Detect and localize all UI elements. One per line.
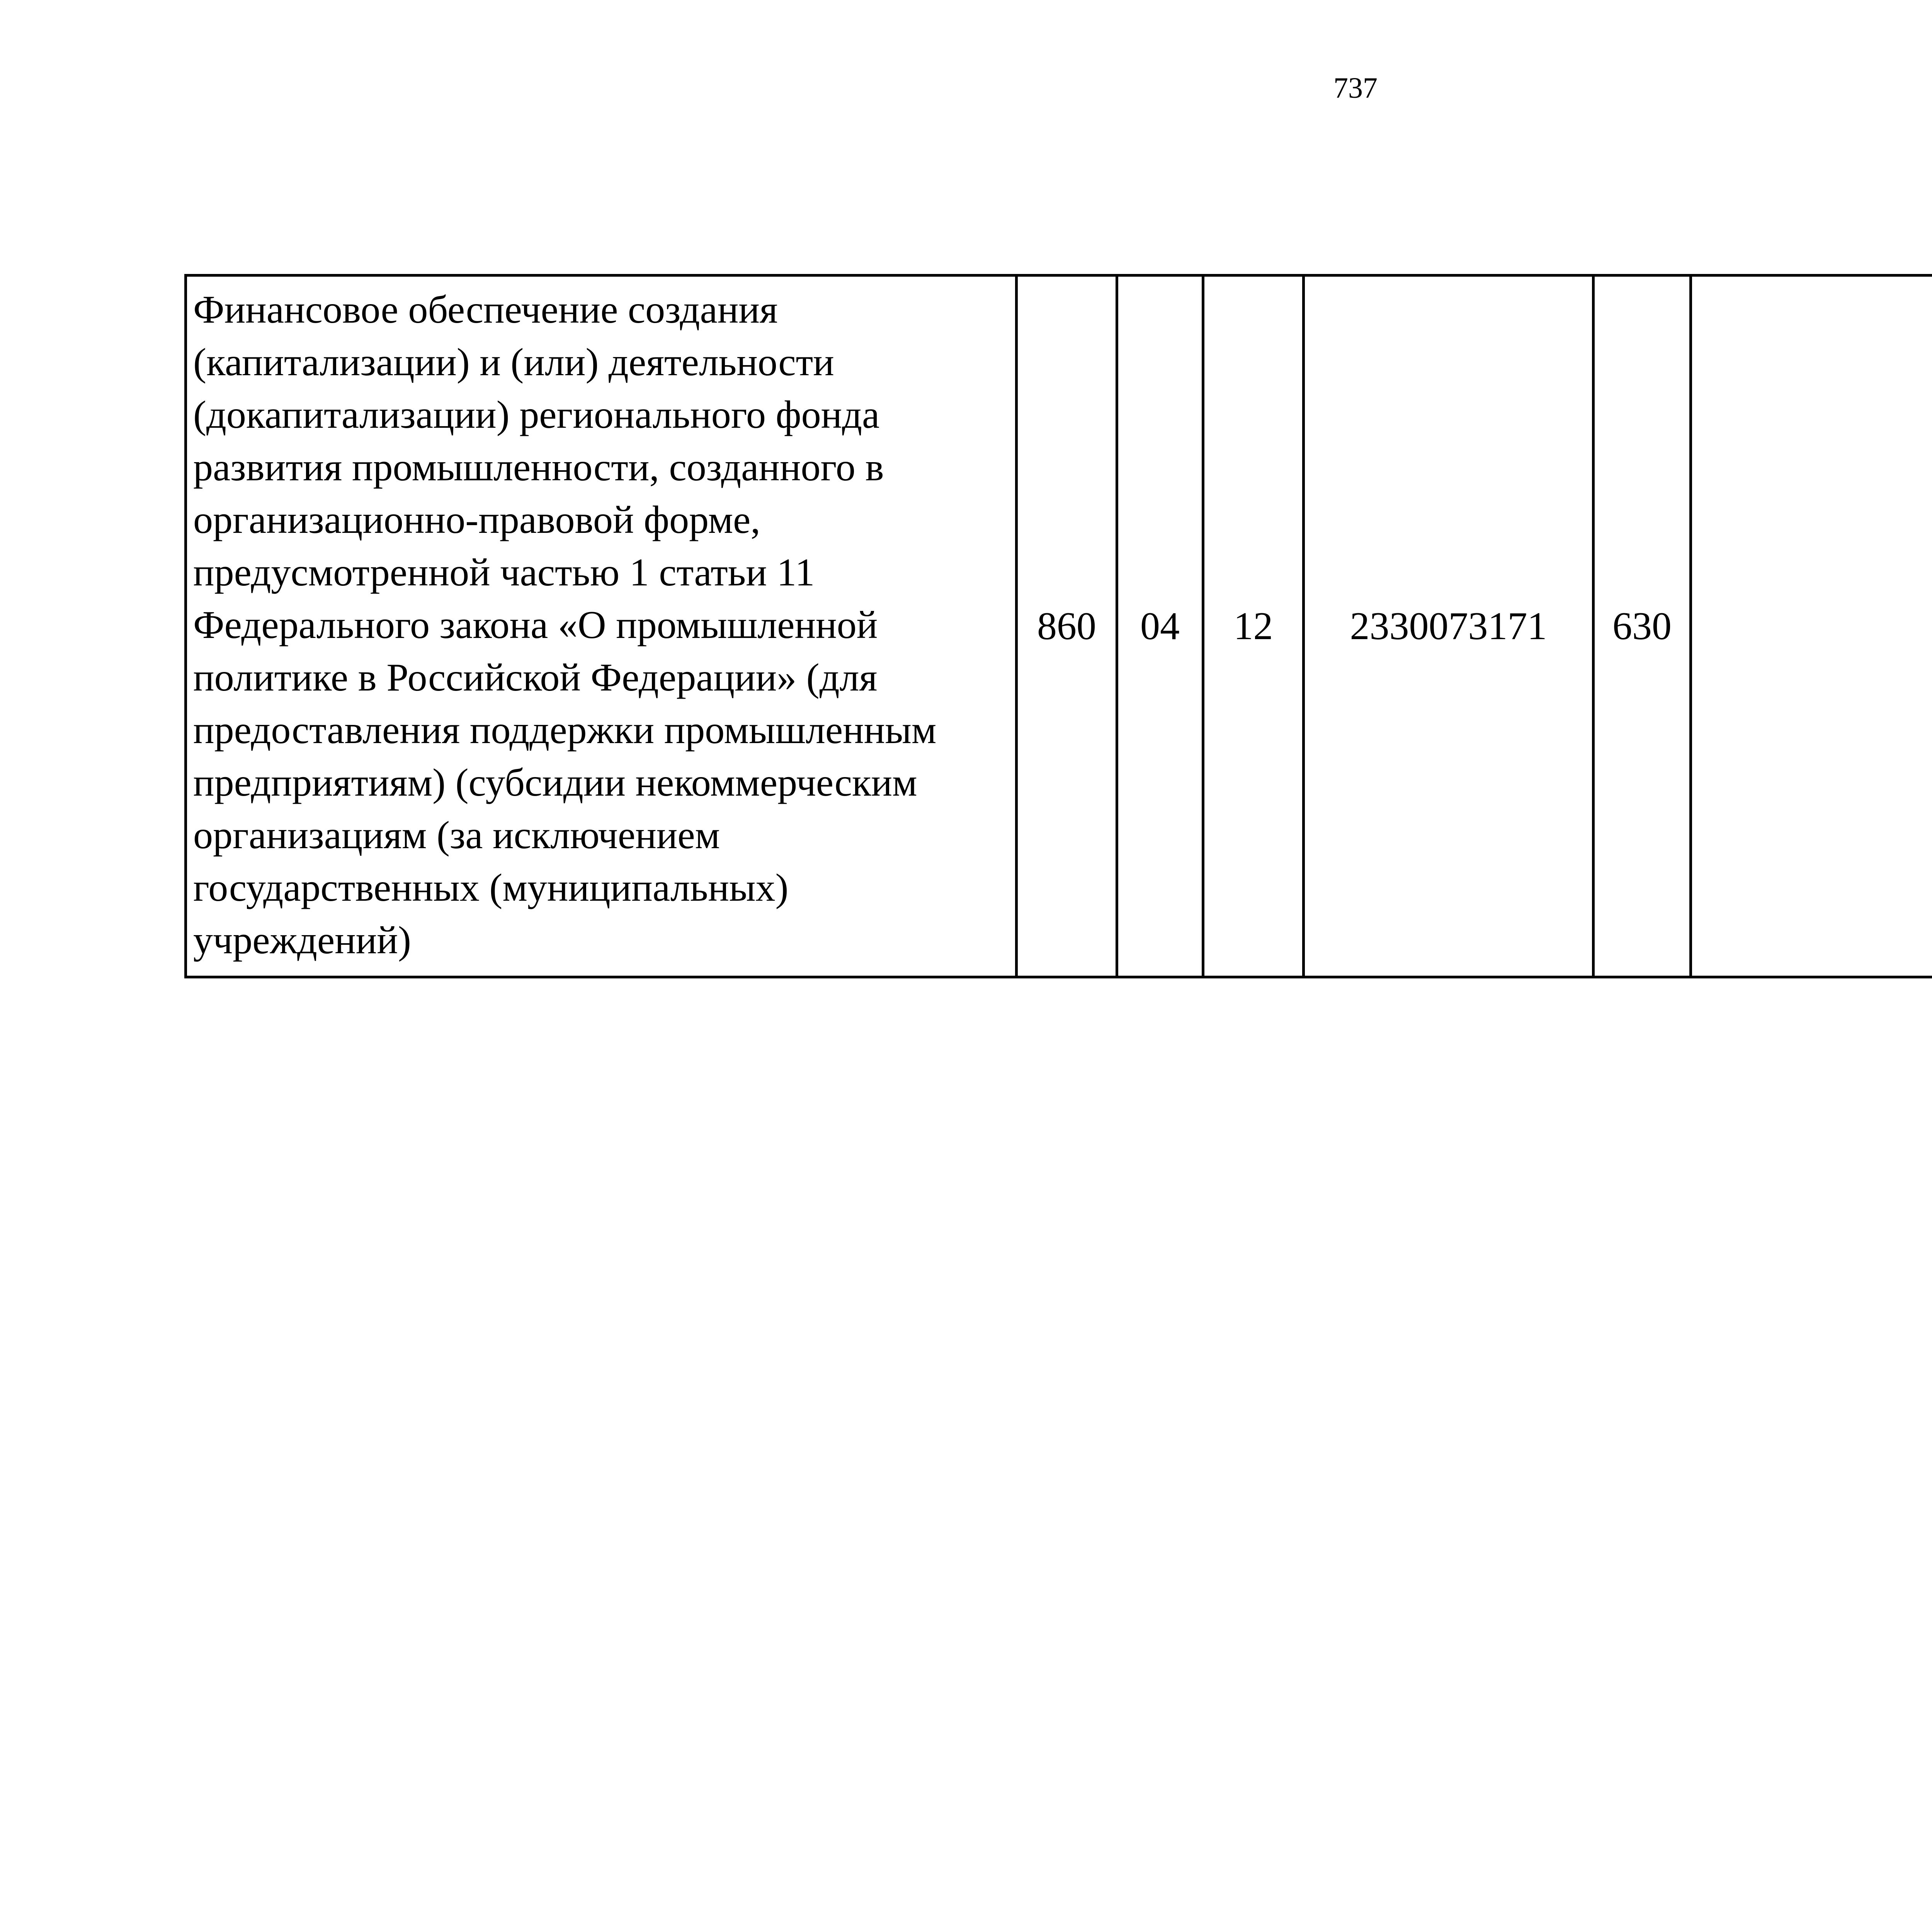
subsection-cell: 12 — [1203, 276, 1304, 977]
page-number: 737 — [1333, 72, 1378, 104]
row-description: Финансовое обеспечение создания (капитализации) и (или) деятельности (докапитализации) регионального фонда развития промышленности, созданного в организационно-правовой форме, предусмотренной частью 1 статьи 11 Федерального закона «О промышленной политике в Российской Федерации» (для предоставления поддержки промышленным предприятиям) (субсидии некоммерческим организациям (за исключением государственных (муниципальных) учреждений) — [186, 276, 1017, 977]
expense-type-cell: 630 — [1594, 276, 1691, 977]
target-article-cell: 2330073171 — [1304, 276, 1594, 977]
ministry-code-cell: 860 — [1017, 276, 1117, 977]
table-row — [186, 276, 1932, 977]
section-cell: 04 — [1117, 276, 1203, 977]
budget-table — [184, 274, 1932, 978]
amount-blank-cell — [1691, 276, 1932, 977]
